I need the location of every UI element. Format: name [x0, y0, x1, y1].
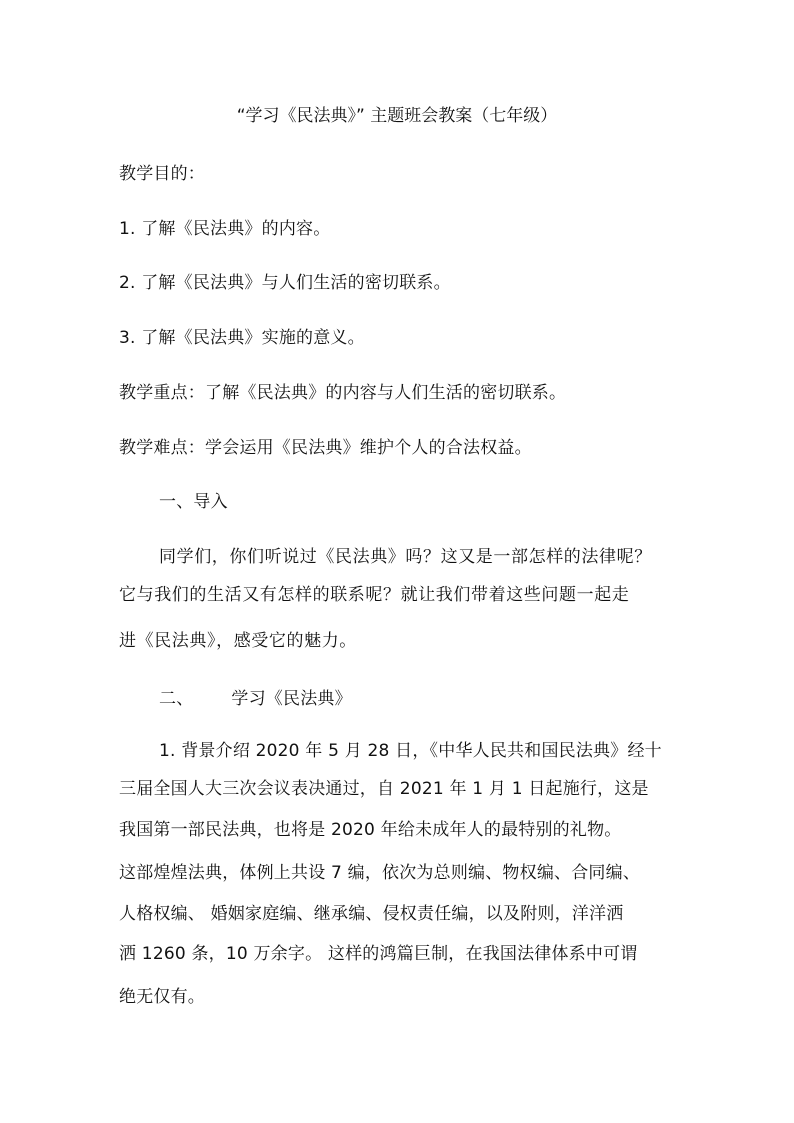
objective-item-2: 2. 了解《民法典》与人们生活的密切联系。	[119, 273, 451, 293]
section-1-heading: 一、导入	[159, 492, 228, 512]
objective-item-1: 1. 了解《民法典》的内容。	[119, 219, 331, 239]
section-2-paragraph-line: 绝无仅有。	[119, 987, 205, 1007]
section-1-paragraph-line: 它与我们的生活又有怎样的联系呢？就让我们带着这些问题一起走	[119, 585, 630, 605]
teaching-difficulty: 教学难点：学会运用《民法典》维护个人的合法权益。	[119, 438, 532, 458]
objectives-heading: 教学目的：	[119, 164, 205, 184]
section-2-paragraph-line: 我国第一部民法典，也将是 2020 年给未成年人的最特别的礼物。	[119, 820, 622, 840]
document-title: “学习《民法典》” 主题班会教案（七年级）	[236, 106, 558, 126]
objective-item-3: 3. 了解《民法典》实施的意义。	[119, 328, 365, 348]
section-2-heading	[159, 687, 352, 711]
section-1-paragraph-line: 进《民法典》，感受它的魅力。	[119, 631, 357, 651]
section-2-paragraph-line: 洒 1260 条，10 万余字。 这样的鸿篇巨制，在我国法律体系中可谓	[119, 944, 638, 964]
section-2-paragraph-line: 这部煌煌法典，体例上共设 7 编，依次为总则编、物权编、合同编、	[119, 863, 641, 883]
section-2-heading-text: 学习《民法典》	[231, 689, 352, 709]
section-2-paragraph-line: 1. 背景介绍 2020 年 5 月 28 日，《中华人民共和国民法典》经十	[159, 741, 662, 761]
section-2-paragraph-line: 人格权编、 婚姻家庭编、继承编、侵权责任编，以及附则，洋洋洒	[119, 904, 624, 924]
teaching-focus: 教学重点：了解《民法典》的内容与人们生活的密切联系。	[119, 383, 567, 403]
section-1-paragraph-line: 同学们，你们听说过《民法典》吗？这又是一部怎样的法律呢？	[159, 547, 652, 567]
section-2-heading-number: 二、	[159, 689, 194, 709]
section-2-paragraph-line: 三届全国人大三次会议表决通过，自 2021 年 1 月 1 日起施行，这是	[119, 779, 649, 799]
